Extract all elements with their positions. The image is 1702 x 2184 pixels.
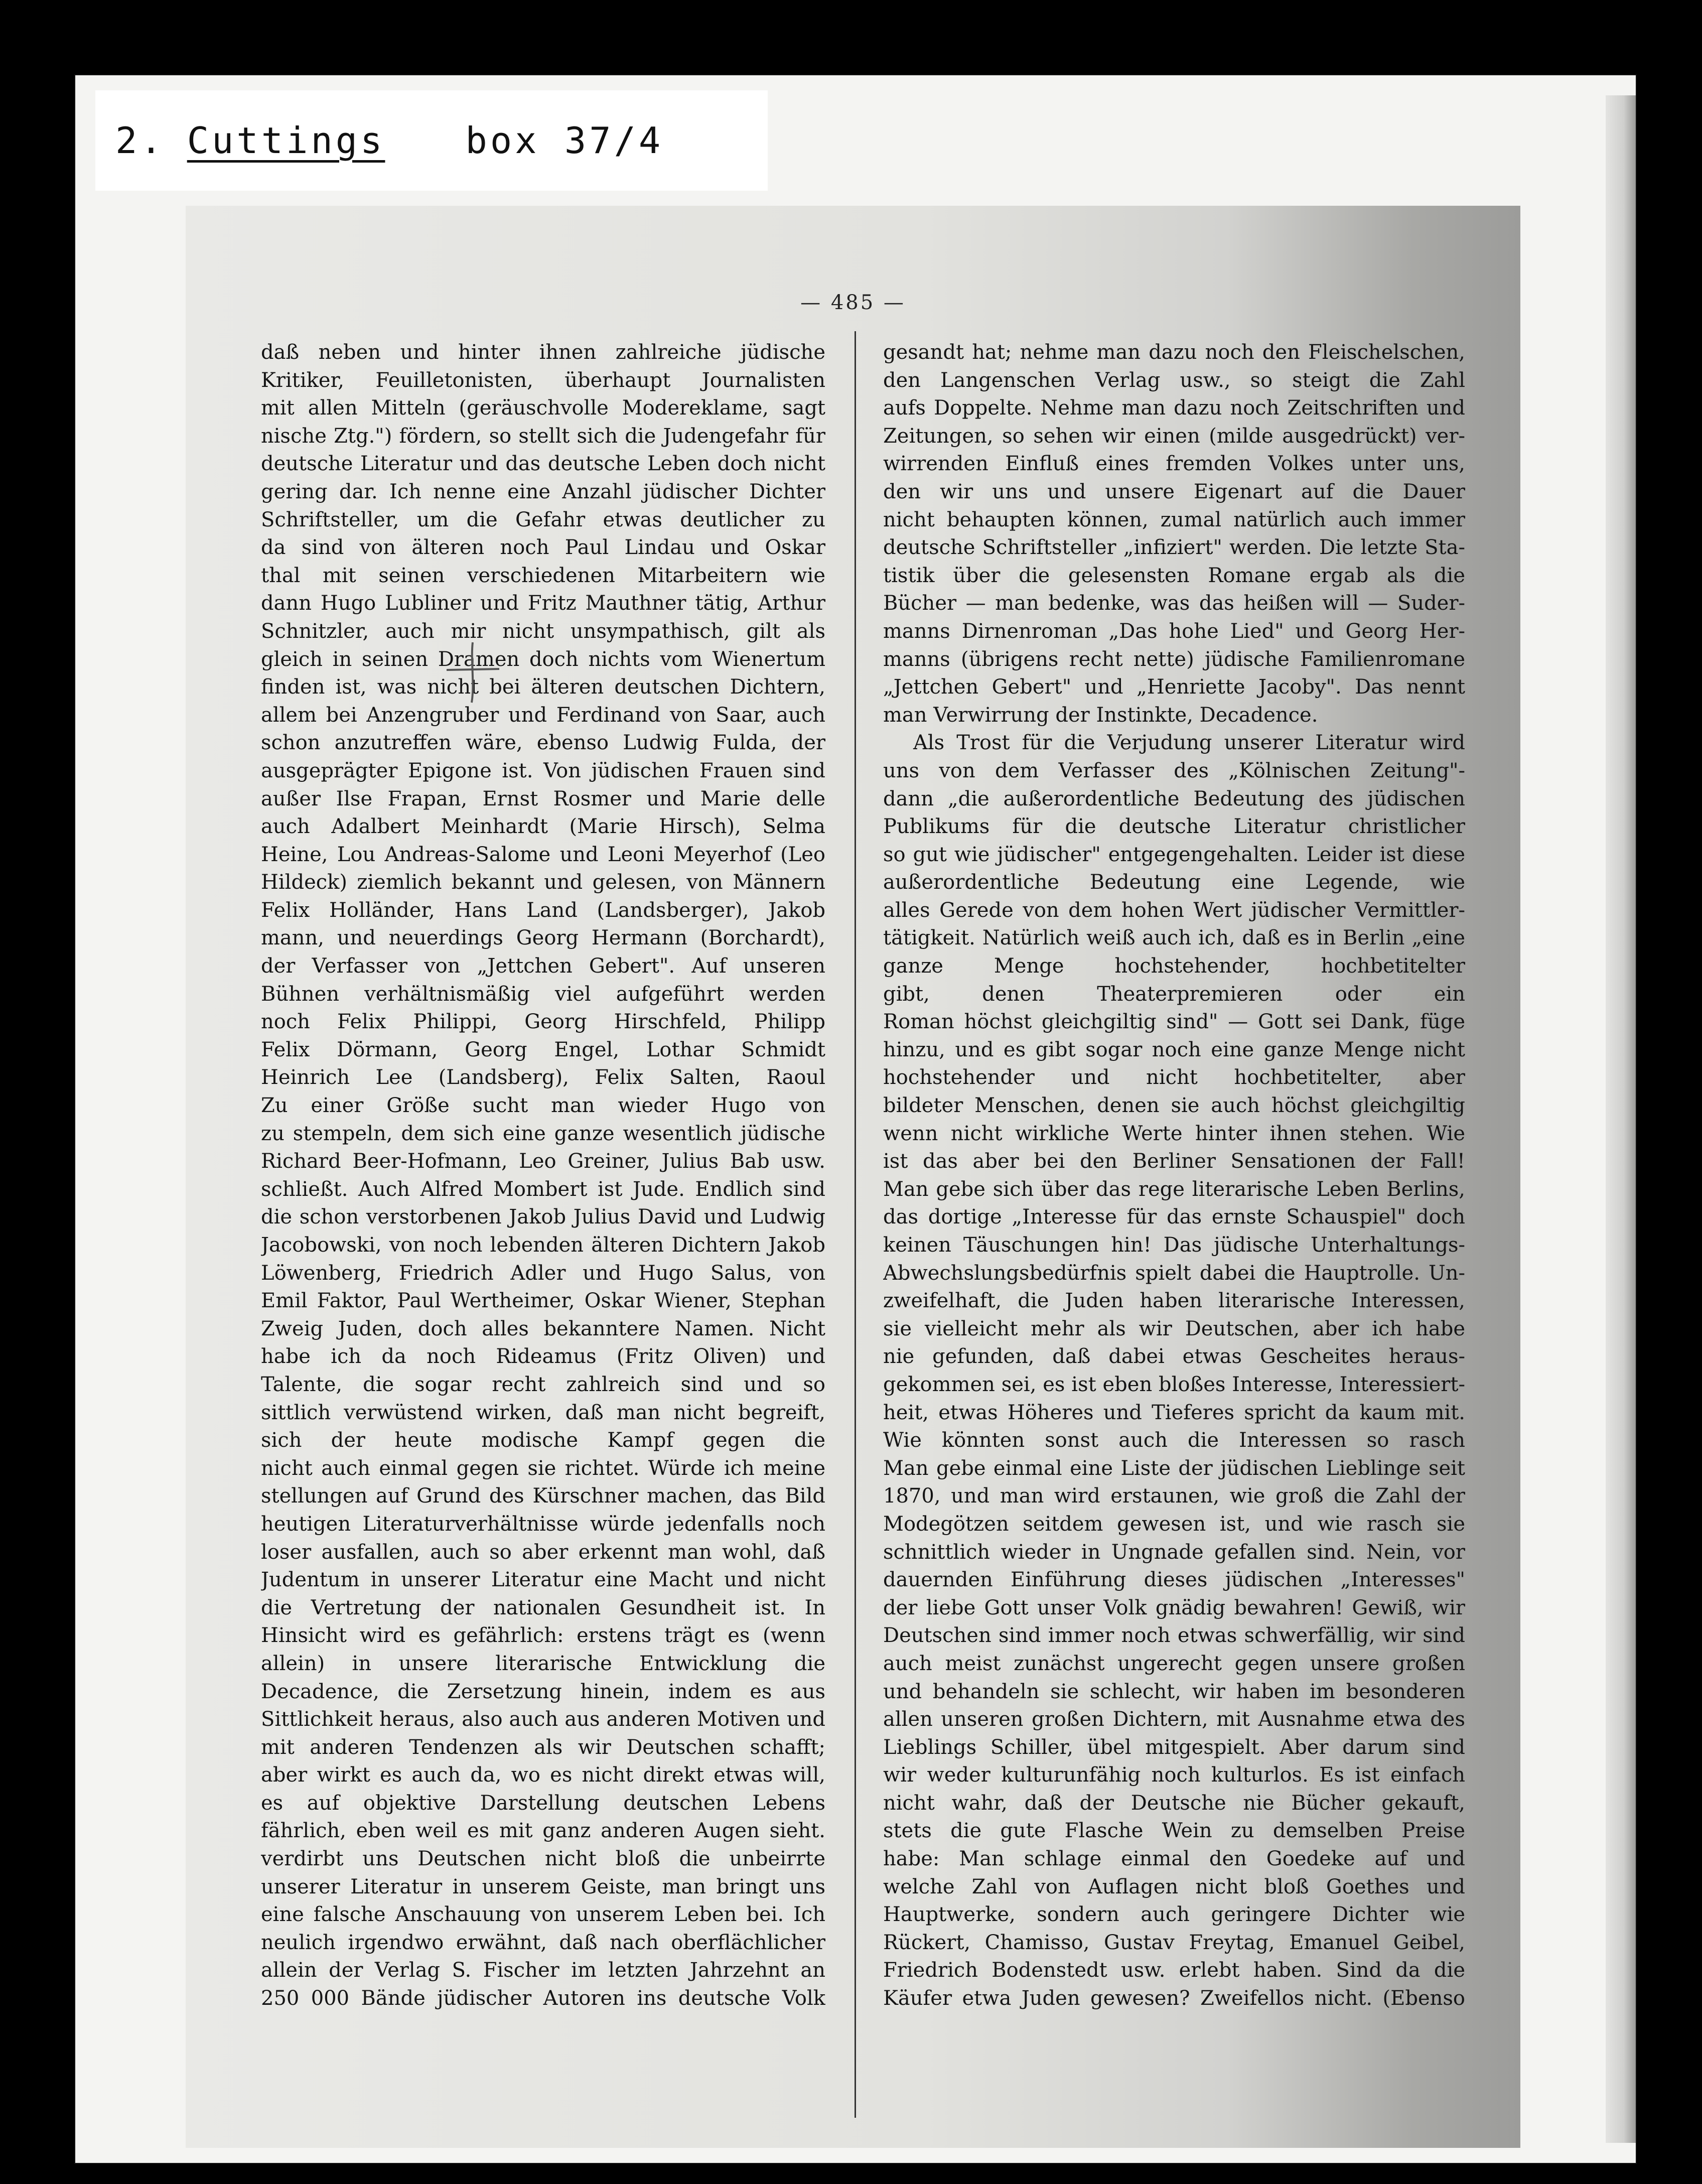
text-line: es auf objektive Darstellung deutschen Lebens [261,1791,825,1815]
text-line: Kritiker, Feuilletonisten, überhaupt Journalisten [261,368,825,392]
text-line: bildeter Menschen, denen sie auch höchst gleichgiltig [883,1094,1465,1118]
text-line: hochstehender und nicht hochbetitelter, aber [883,1066,1465,1089]
text-line: ausgeprägter Epigone ist. Von jüdischen Frauen sind [261,759,825,782]
text-line: gibt, denen Theaterpremieren oder ein [883,982,1465,1006]
text-line: wir weder kulturunfähig noch kulturlos. Es ist einfach [883,1763,1465,1787]
text-line: allen unseren großen Dichtern, mit Ausnahme etwa des [883,1708,1465,1731]
text-line: Rückert, Chamisso, Gustav Freytag, Emanuel Geibel, [883,1931,1465,1954]
text-line: Schriftsteller, um die Gefahr etwas deutlicher zu [261,508,825,531]
text-line: Friedrich Bodenstedt usw. erlebt haben. Sind da die [883,1959,1465,1982]
text-line: Abwechslungsbedürfnis spielt dabei die Hauptrolle. Un- [883,1261,1465,1285]
text-line: tätigkeit. Natürlich weiß auch ich, daß es in Berlin „eine [883,926,1465,950]
text-line: aber wirkt es auch da, wo es nicht direkt etwas will, [261,1763,825,1787]
text-line: da sind von älteren noch Paul Lindau und Oskar [261,536,825,560]
text-line: noch Felix Philippi, Georg Hirschfeld, Philipp [261,1010,825,1034]
stacked-page-edge [1606,95,1636,2143]
text-line: Hinsicht wird es gefährlich: erstens trägt es (wenn [261,1624,825,1648]
text-line: Talente, die sogar recht zahlreich sind und so [261,1373,825,1396]
text-line: sittlich verwüstend wirken, daß man nicht begreift, [261,1401,825,1424]
text-line: heutigen Literaturverhältnisse würde jedenfalls noch [261,1512,825,1536]
text-line: welche Zahl von Auflagen nicht bloß Goethes und [883,1875,1465,1898]
text-line: Felix Holländer, Hans Land (Landsberger), Jakob [261,898,825,922]
text-line: loser ausfallen, auch so aber erkennt man wohl, daß [261,1540,825,1564]
text-line: finden ist, was nicht bei älteren deutschen Dichtern, [261,675,825,699]
text-line: dauernden Einführung dieses jüdischen „Interesses" [883,1568,1465,1592]
text-line: habe: Man schlage einmal den Goedeke auf und [883,1847,1465,1871]
text-line: Bühnen verhältnismäßig viel aufgeführt werden [261,982,825,1006]
text-line: Modegötzen seitdem gewesen ist, und wie rasch sie [883,1512,1465,1536]
text-line: Judentum in unserer Literatur eine Macht und nicht [261,1568,825,1592]
text-line: so gut wie jüdischer" entgegengehalten. Leider ist diese [883,843,1465,866]
text-line: Roman höchst gleichgiltig sind" — Gott sei Dank, füge [883,1010,1465,1034]
archive-label-box: box 37/4 [465,119,664,162]
text-line: zweifelhaft, die Juden haben literarische Interessen, [883,1289,1465,1313]
text-line: schon anzutreffen wäre, ebenso Ludwig Fulda, der [261,731,825,755]
text-line: habe ich da noch Rideamus (Fritz Oliven) und [261,1345,825,1369]
text-line: auch meist zunächst ungerecht gegen unsere großen [883,1652,1465,1675]
text-line: Emil Faktor, Paul Wertheimer, Oskar Wiener, Stephan [261,1289,825,1313]
text-line: Käufer etwa Juden gewesen? Zweifellos nicht. (Ebenso [883,1987,1465,2010]
text-line: aufs Doppelte. Nehme man dazu noch Zeitschriften und [883,396,1465,420]
text-line: dann „die außerordentliche Bedeutung des jüdischen [883,787,1465,810]
text-line: allein der Verlag S. Fischer im letzten Jahrzehnt an [261,1959,825,1982]
text-line: 250 000 Bände jüdischer Autoren ins deutsche Volk [261,1987,825,2010]
text-line: schließt. Auch Alfred Mombert ist Jude. Endlich sind [261,1177,825,1201]
text-line: alles Gerede von dem hohen Wert jüdischer Vermittler- [883,898,1465,922]
text-line: der Verfasser von „Jettchen Gebert". Auf unseren [261,954,825,978]
text-line: schnittlich wieder in Ungnade gefallen sind. Nein, vor [883,1540,1465,1564]
text-line: uns von dem Verfasser des „Kölnischen Zeitung"- [883,759,1465,782]
text-line: allein) in unsere literarische Entwicklung die [261,1652,825,1675]
text-line: sich der heute modische Kampf gegen die [261,1429,825,1452]
text-line: gesandt hat; nehme man dazu noch den Fleischelschen, [883,341,1465,364]
text-line: Heine, Lou Andreas-Salome und Leoni Meyerhof (Leo [261,843,825,866]
text-line: das dortige „Interesse für das ernste Schauspiel" doch [883,1205,1465,1229]
archive-label [95,90,768,191]
text-line: eine falsche Anschauung von unserem Leben bei. Ich [261,1903,825,1927]
text-line: hinzu, und es gibt sogar noch eine ganze Menge nicht [883,1038,1465,1061]
text-line: mann, und neuerdings Georg Hermann (Borchardt), [261,926,825,950]
text-line: Richard Beer-Hofmann, Leo Greiner, Julius Bab usw. [261,1150,825,1173]
text-line: außerordentliche Bedeutung eine Legende, wie [883,871,1465,894]
column-divider [855,331,856,2118]
text-line: Decadence, die Zersetzung hinein, indem es aus [261,1680,825,1703]
text-line: Jacobowski, von noch lebenden älteren Dichtern Jakob [261,1234,825,1257]
newspaper-clipping [186,206,1520,2148]
text-line: den wir uns und unsere Eigenart auf die Dauer [883,480,1465,503]
text-line: Publikums für die deutsche Literatur christlicher [883,815,1465,839]
archive-label-number: 2. [115,119,165,162]
text-line: Man gebe sich über das rege literarische Leben Berlins, [883,1177,1465,1201]
text-line: deutsche Literatur und das deutsche Leben doch nicht [261,452,825,476]
text-line: ist das aber bei den Berliner Sensationen der Fall! [883,1150,1465,1173]
text-line: verdirbt uns Deutschen nicht bloß die unbeirrte [261,1847,825,1871]
text-line: „Jettchen Gebert" und „Henriette Jacoby". Das nennt [883,675,1465,699]
text-line: Zeitungen, so sehen wir einen (milde ausgedrückt) ver- [883,424,1465,448]
text-line: die Vertretung der nationalen Gesundheit ist. In [261,1596,825,1619]
text-line: nicht behaupten können, zumal natürlich auch immer [883,508,1465,531]
text-line: Heinrich Lee (Landsberg), Felix Salten, Raoul [261,1066,825,1089]
right-text-column [883,339,1465,2013]
text-line: man Verwirrung der Instinkte, Decadence. [883,703,1318,727]
text-line: der liebe Gott unser Volk gnädig bewahren! Gewiß, wir [883,1596,1465,1619]
text-line: Bücher — man bedenke, was das heißen will — Suder- [883,592,1465,615]
text-line: nicht auch einmal gegen sie richtet. Würde ich meine [261,1456,825,1480]
text-line: tistik über die gelesensten Romane ergab als die [883,564,1465,587]
text-line: neulich irgendwo erwähnt, daß nach oberflächlicher [261,1931,825,1954]
text-line: manns (übrigens recht nette) jüdische Familienromane [883,647,1465,671]
text-line: Man gebe einmal eine Liste der jüdischen Lieblinge seit [883,1456,1465,1480]
text-line: dann Hugo Lubliner und Fritz Mauthner tätig, Arthur [261,592,825,615]
text-line: Felix Dörmann, Georg Engel, Lothar Schmidt [261,1038,825,1061]
text-line: fährlich, eben weil es mit ganz anderen Augen sieht. [261,1819,825,1843]
text-line: stellungen auf Grund des Kürschner machen, das Bild [261,1484,825,1508]
text-line: Löwenberg, Friedrich Adler und Hugo Salus, von [261,1261,825,1285]
text-line: Deutschen sind immer noch etwas schwerfällig, wir sind [883,1624,1465,1648]
text-line: den Langenschen Verlag usw., so steigt die Zahl [883,368,1465,392]
text-line: mit anderen Tendenzen als wir Deutschen schafft; [261,1735,825,1759]
text-line: Schnitzler, auch mir nicht unsympathisch, gilt als [261,619,825,643]
left-text-column [261,339,825,2013]
text-line: Hauptwerke, sondern auch geringere Dichter wie [883,1903,1465,1927]
text-line: gleich in seinen Dramen doch nichts vom Wienertum [261,647,825,671]
text-line: Als Trost für die Verjudung unserer Literatur wird [913,731,1465,755]
page-number: — 485 — [800,291,906,314]
archive-label-category: Cuttings [187,119,385,162]
text-line: wenn nicht wirkliche Werte hinter ihnen stehen. Wie [883,1122,1465,1145]
text-line: zu stempeln, dem sich eine ganze wesentlich jüdische [261,1122,825,1145]
text-line: wirrenden Einfluß eines fremden Volkes unter uns, [883,452,1465,476]
text-line: gering dar. Ich nenne eine Anzahl jüdischer Dichter [261,480,825,503]
text-line: und behandeln sie schlecht, wir haben im besonderen [883,1680,1465,1703]
text-line: 1870, und man wird erstaunen, wie groß die Zahl der [883,1484,1465,1508]
text-line: Zu einer Größe sucht man wieder Hugo von [261,1094,825,1118]
text-line: stets die gute Flasche Wein zu demselben Preise [883,1819,1465,1843]
text-line: Sittlichkeit heraus, also auch aus anderen Motiven und [261,1708,825,1731]
text-line: heit, etwas Höheres und Tieferes spricht da kaum mit. [883,1401,1465,1424]
text-line: unserer Literatur in unserem Geiste, man bringt uns [261,1875,825,1898]
text-line: sie vielleicht mehr als wir Deutschen, aber ich habe [883,1317,1465,1340]
text-line: außer Ilse Frapan, Ernst Rosmer und Marie delle [261,787,825,810]
pencil-margin-mark [442,640,502,705]
text-line: nische Ztg.") fördern, so stellt sich die Judengefahr für [261,424,825,448]
text-line: nicht wahr, daß der Deutsche nie Bücher gekauft, [883,1791,1465,1815]
text-line: nie gefunden, daß dabei etwas Gescheites heraus- [883,1345,1465,1369]
text-line: auch Adalbert Meinhardt (Marie Hirsch), Selma [261,815,825,839]
text-line: thal mit seinen verschiedenen Mitarbeitern wie [261,564,825,587]
text-line: manns Dirnenroman „Das hohe Lied" und Georg Her- [883,619,1465,643]
text-line: Hildeck) ziemlich bekannt und gelesen, von Männern [261,871,825,894]
text-line: Lieblings Schiller, übel mitgespielt. Aber darum sind [883,1735,1465,1759]
text-line: deutsche Schriftsteller „infiziert" werden. Die letzte Sta- [883,536,1465,560]
text-line: ganze Menge hochstehender, hochbetitelter [883,954,1465,978]
text-line: daß neben und hinter ihnen zahlreiche jüdische [261,341,825,364]
text-line: Zweig Juden, doch alles bekanntere Namen. Nicht [261,1317,825,1340]
text-line: allem bei Anzengruber und Ferdinand von Saar, auch [261,703,825,727]
text-line: die schon verstorbenen Jakob Julius David und Ludwig [261,1205,825,1229]
text-line: keinen Täuschungen hin! Das jüdische Unterhaltungs- [883,1234,1465,1257]
text-line: mit allen Mitteln (geräuschvolle Modereklame, sagt [261,396,825,420]
text-line: Wie könnten sonst auch die Interessen so rasch [883,1429,1465,1452]
text-line: gekommen sei, es ist eben bloßes Interesse, Interessiert- [883,1373,1465,1396]
